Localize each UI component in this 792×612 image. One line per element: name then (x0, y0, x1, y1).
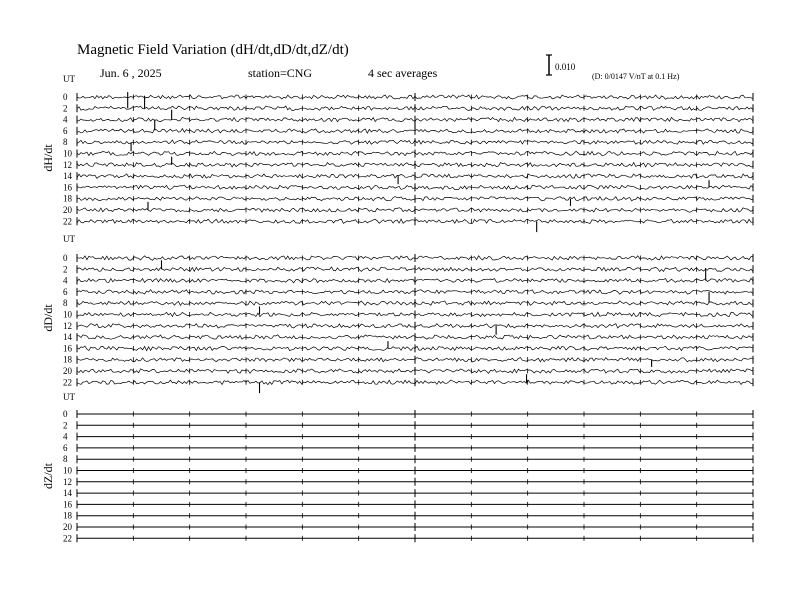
ut-header-label: UT (63, 74, 75, 84)
row-label-ut: 0 (63, 409, 68, 419)
row-label-ut: 2 (63, 103, 68, 114)
row-label-ut: 22 (63, 377, 72, 388)
scale-value-label: 0.010 (555, 62, 576, 72)
row-label-ut: 6 (63, 125, 68, 136)
row-label-ut: 12 (63, 159, 72, 170)
panel-dd-dt (41, 234, 753, 393)
row-label-ut: 14 (63, 488, 72, 499)
row-label-ut: 18 (63, 354, 72, 365)
row-label-ut: 20 (63, 366, 72, 376)
row-label-ut: 4 (63, 275, 68, 286)
row-label-ut: 8 (63, 137, 68, 148)
row-label-ut: 6 (63, 442, 68, 453)
scale-bar (546, 55, 552, 75)
row-label-ut: 2 (63, 420, 68, 431)
row-label-ut: 14 (63, 332, 72, 343)
row-label-ut: 14 (63, 171, 72, 182)
row-label-ut: 10 (63, 309, 72, 320)
row-label-ut: 4 (63, 431, 68, 442)
averaging-label: 4 sec averages (368, 66, 438, 80)
date-label: Jun. 6 , 2025 (100, 66, 162, 80)
row-label-ut: 8 (63, 454, 68, 465)
panel-ylabel: dH/dt (41, 144, 55, 172)
row-label-ut: 4 (63, 114, 68, 125)
row-label-ut: 2 (63, 264, 68, 275)
row-label-ut: 0 (63, 92, 68, 102)
row-label-ut: 0 (63, 253, 68, 263)
row-label-ut: 10 (63, 148, 72, 159)
row-label-ut: 6 (63, 286, 68, 297)
row-label-ut: 22 (63, 216, 72, 227)
row-label-ut: 18 (63, 510, 72, 521)
scale-note-label: (D: 0/0147 V/nT at 0.1 Hz) (592, 72, 680, 81)
row-label-ut: 10 (63, 465, 72, 476)
row-label-ut: 22 (63, 533, 72, 544)
row-label-ut: 16 (63, 182, 72, 193)
row-label-ut: 12 (63, 320, 72, 331)
row-label-ut: 12 (63, 476, 72, 487)
row-label-ut: 8 (63, 298, 68, 309)
panel-dz-dt (41, 392, 753, 543)
row-label-ut: 16 (63, 343, 72, 354)
panel-dh-dt (41, 74, 753, 232)
ut-header-label: UT (63, 392, 75, 402)
row-label-ut: 18 (63, 193, 72, 204)
row-label-ut: 16 (63, 499, 72, 510)
chart-title: Magnetic Field Variation (dH/dt,dD/dt,dZ/dt) (77, 42, 349, 58)
row-label-ut: 20 (63, 205, 72, 215)
station-label: station=CNG (248, 66, 313, 80)
ut-header-label: UT (63, 234, 75, 244)
panel-ylabel: dD/dt (41, 304, 55, 332)
row-label-ut: 20 (63, 522, 72, 532)
panel-ylabel: dZ/dt (41, 463, 55, 489)
